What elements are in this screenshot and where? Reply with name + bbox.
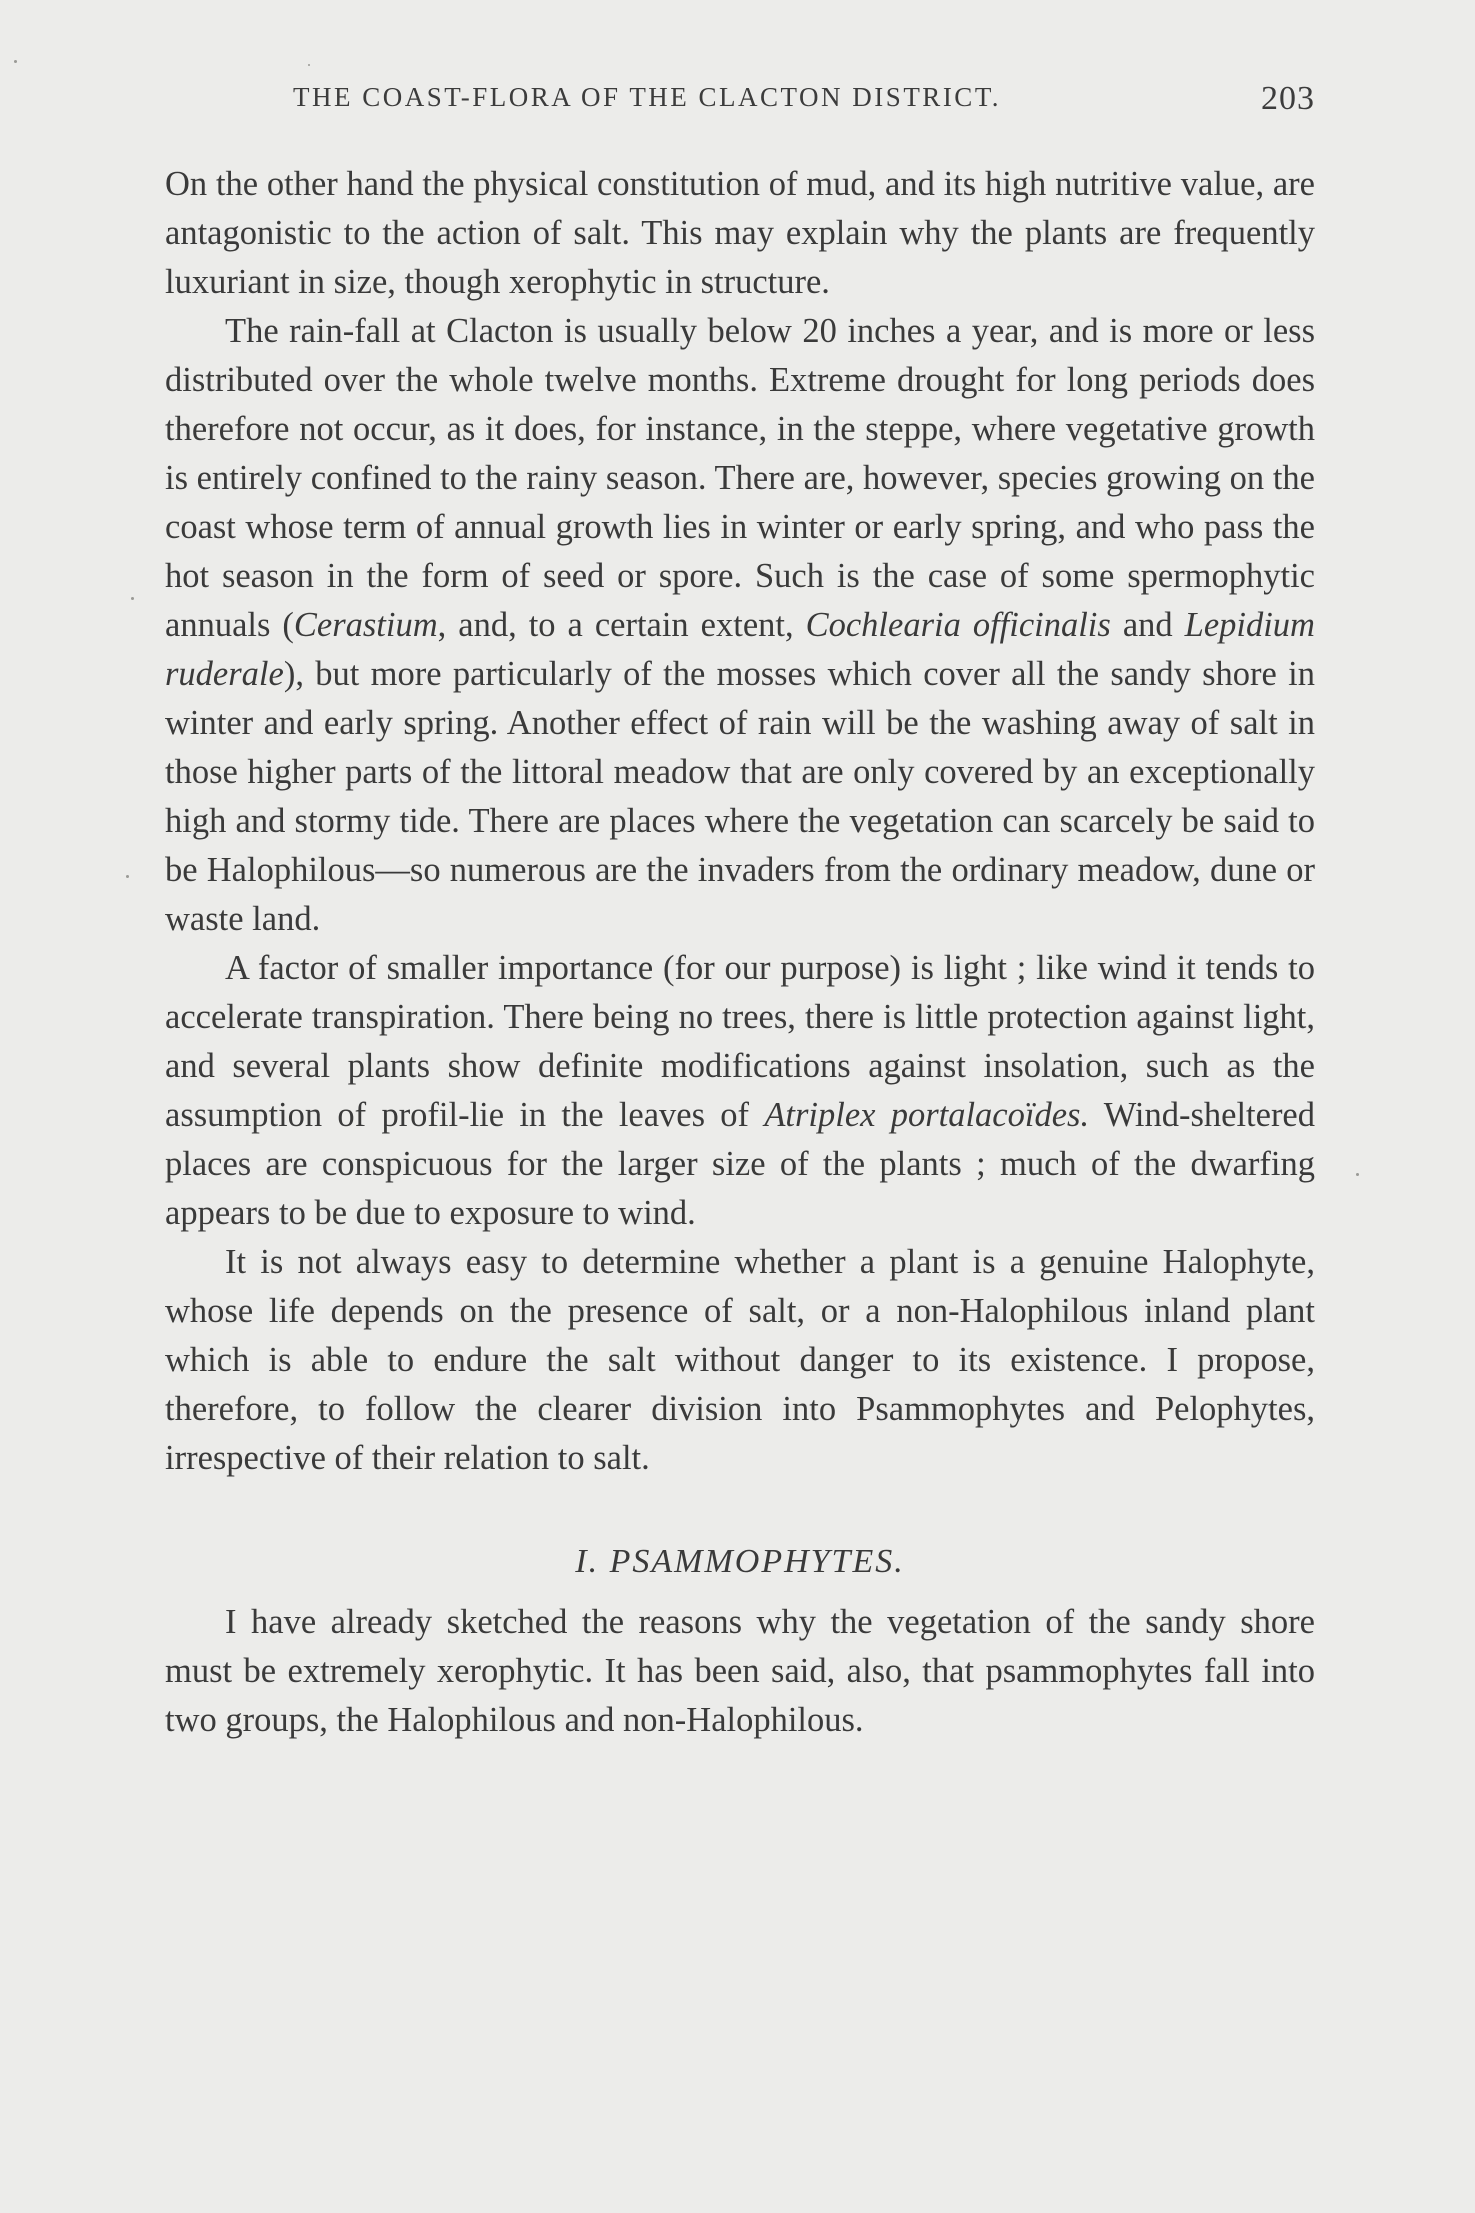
- paragraph-light: A factor of smaller importance (for our purpose) is light ; like wind it tends to accelerate transpiration. There being no trees, there is little protection against light, and several plants show definite modifications against insolation, such as the assumption of profil-lie in the leaves of Atriplex portalacoïdes. Wind-sheltered places are conspicuous for the larger size of the plants ; much of the dwarfing appears to be due to exposure to wind.: [165, 949, 1315, 1232]
- running-head: [165, 82, 1315, 122]
- section-heading: I. PSAMMOPHYTES.: [575, 1543, 905, 1580]
- paper-speck: [126, 875, 129, 878]
- paper-speck: [131, 597, 134, 600]
- page-number: 203: [1261, 80, 1315, 117]
- paper-speck: [308, 64, 310, 66]
- species-name: Cochlearia officinalis: [805, 606, 1111, 644]
- species-name: Cerastium: [293, 606, 438, 644]
- paragraph-halophyte: It is not always easy to determine whether a plant is a genuine Halophyte, whose life depends on the presence of salt, or a non-Halophilous inland plant which is able to endure the salt without danger to its existence. I propose, therefore, to follow the clearer division into Psammophytes and Pelophytes, irrespective of their relation to salt.: [165, 1243, 1315, 1477]
- paper-speck: [14, 60, 17, 63]
- paper-speck: [1356, 1173, 1359, 1176]
- species-name: Lepidium ruderale: [165, 606, 1315, 693]
- paragraph-rainfall: The rain-fall at Clacton is usually below 20 inches a year, and is more or less distributed over the whole twelve months. Extreme drought for long periods does therefore not occur, as it does, for instance, in the steppe, where vegetative growth is entirely confined to the rainy season. There are, however, species growing on the coast whose term of annual growth lies in winter or early spring, and who pass the hot season in the form of seed or spore. Such is the case of some spermophytic annuals (Cerastium, and, to a certain extent, Cochlearia officinalis and Lepidium ruderale), but more particularly of the mosses which cover all the sandy shore in winter and early spring. Another effect of rain will be the washing away of salt in those higher parts of the littoral meadow that are only covered by an exceptionally high and stormy tide. There are places where the vegetation can scarcely be said to be Halophilous—so numerous are the invaders from the ordinary meadow, dune or waste land.: [165, 312, 1315, 938]
- paragraph-mud: On the other hand the physical constitution of mud, and its high nutritive value, are antagonistic to the action of salt. This may explain why the plants are frequently luxuriant in size, though xerophytic in structure.: [165, 165, 1315, 301]
- species-name: Atriplex portalacoïdes.: [764, 1096, 1090, 1134]
- body-text: [165, 160, 1315, 1745]
- paragraph-psammophytes: I have already sketched the reasons why the vegetation of the sandy shore must be extremely xerophytic. It has been said, also, that psammophytes fall into two groups, the Halophilous and non-Halophilous.: [165, 1603, 1315, 1739]
- running-title: THE COAST-FLORA OF THE CLACTON DISTRICT.: [293, 82, 1002, 112]
